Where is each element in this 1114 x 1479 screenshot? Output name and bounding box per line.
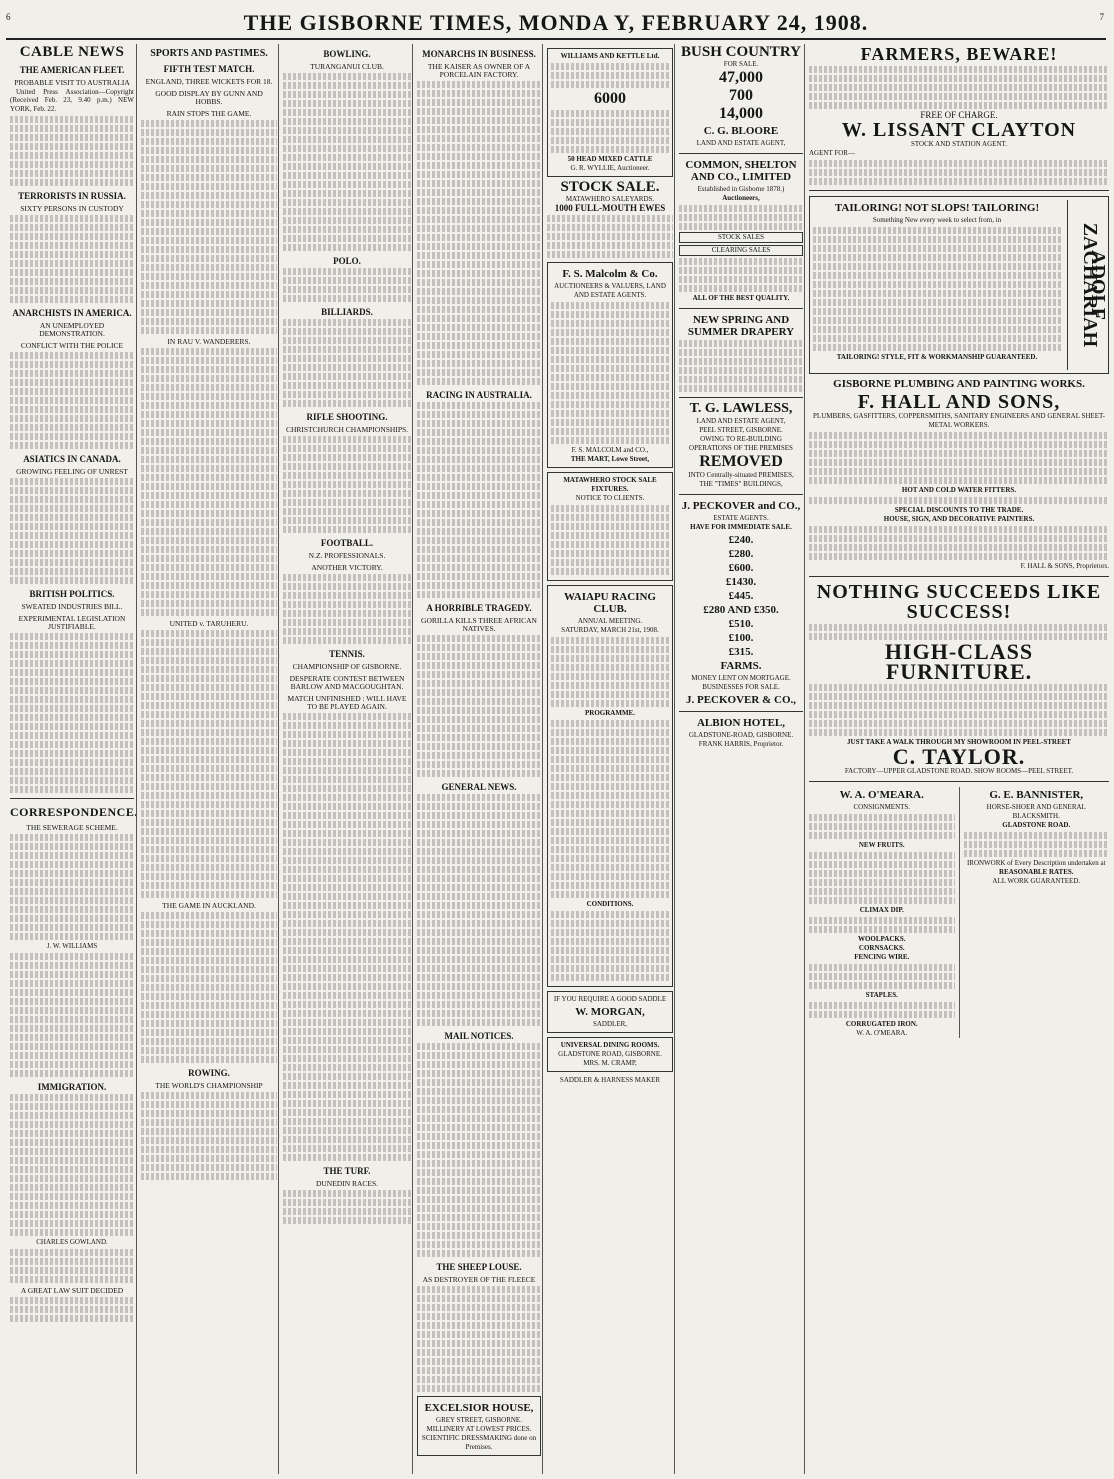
- divider: [10, 798, 134, 799]
- divider: [809, 781, 1109, 782]
- section-subtitle: THE GAME IN AUCKLAND.: [162, 901, 256, 910]
- ad-signature: F. S. MALCOLM and CO.,: [571, 446, 649, 454]
- section-heading: CORRESPONDENCE.: [10, 805, 138, 820]
- ad-figure: REMOVED: [699, 453, 783, 470]
- ad-subtitle: NOTICE TO CLIENTS.: [575, 494, 645, 502]
- ad-title: NOTHING SUCCEEDS LIKE SUCCESS!: [816, 581, 1102, 623]
- ad-title: FARMERS, BEWARE!: [860, 44, 1058, 64]
- ad-body: [809, 624, 1109, 640]
- ad-line: Auctioneers,: [722, 194, 760, 202]
- article-body: [283, 73, 411, 251]
- ad-subtitle: CONSIGNMENTS.: [853, 803, 911, 811]
- section-subtitle: MATCH UNFINISHED : WILL HAVE TO BE PLAYED AGAIN.: [287, 694, 407, 711]
- page-number-left: 6: [6, 12, 11, 22]
- ad-body: [551, 302, 669, 444]
- article-body: [10, 1297, 134, 1322]
- ad-price: £240.: [728, 534, 754, 546]
- divider: [679, 308, 803, 309]
- malcolm-ad: [547, 262, 673, 468]
- section-subtitle: THE WORLD'S CHAMPIONSHIP: [155, 1081, 263, 1090]
- ad-date: SATURDAY, MARCH 21st, 1908.: [561, 626, 659, 634]
- ad-title: WAIAPU RACING CLUB.: [564, 591, 656, 615]
- ad-body: [551, 637, 669, 707]
- ad-line: ALL WORK GUARANTEED.: [992, 877, 1081, 885]
- ad-subtitle: HAVE FOR IMMEDIATE SALE.: [690, 523, 792, 531]
- column-land-ads: [674, 44, 807, 1474]
- ad-section: CONDITIONS.: [586, 900, 634, 908]
- dining-rooms-ad: [547, 1037, 673, 1072]
- section-title: IMMIGRATION.: [37, 1082, 107, 1093]
- ad-side-banner: [1067, 200, 1109, 370]
- ad-subtitle: GLADSTONE ROAD.: [1002, 821, 1071, 829]
- omeara-ad: [809, 787, 955, 1038]
- ad-line: NEW FRUITS.: [858, 841, 905, 849]
- ad-line: THE "TIMES" BUILDINGS,: [699, 480, 783, 488]
- ad-title: F. S. Malcolm & Co.: [562, 268, 658, 280]
- ad-line: SADDLER & HARNESS MAKER: [559, 1076, 661, 1084]
- ad-footer: TAILORING! STYLE, FIT & WORKMANSHIP GUARANTEED.: [836, 353, 1038, 361]
- ad-body: [551, 63, 669, 88]
- ad-subtitle: Established in Gisborne 1878.): [697, 185, 785, 193]
- ad-name: G. E. BANNISTER,: [989, 789, 1084, 801]
- article-body: [417, 402, 541, 598]
- ad-body: [551, 505, 669, 575]
- column-stock-ads: [542, 44, 677, 1474]
- ad-line: FREE OF CHARGE.: [920, 110, 998, 120]
- article-body: [10, 478, 134, 584]
- ad-line: 50 HEAD MIXED CATTLE: [567, 155, 653, 163]
- newspaper-title: THE GISBORNE TIMES, MONDA Y, FEBRUARY 24, 1908.: [243, 10, 869, 35]
- ad-line: CORNSACKS.: [858, 944, 905, 952]
- ad-price: £100.: [728, 632, 754, 644]
- ad-body: [551, 720, 669, 898]
- ad-line: SCIENTIFIC DRESSMAKING done on Premises.: [421, 1434, 537, 1451]
- ad-line: IRONWORK of Every Description undertaken at: [966, 859, 1106, 867]
- ad-price: £280.: [728, 548, 754, 560]
- article-body: [417, 1043, 541, 1257]
- ad-subtitle: PLUMBERS, GASFITTERS, COPPERSMITHS, SANITARY ENGINEERS AND GENERAL SHEET-METAL WORKERS.: [813, 412, 1105, 429]
- section-title: THE AMERICAN FLEET.: [19, 65, 125, 75]
- ad-line: AUCTIONEERS & VALUERS, LAND AND ESTATE AGENTS.: [554, 282, 666, 299]
- column-heading: SPORTS AND PASTIMES.: [150, 48, 268, 59]
- section-subtitle: IN RAU V. WANDERERS.: [167, 337, 251, 346]
- ad-line: INTO Centrally-situated PREMISES,: [688, 471, 794, 479]
- ad-subtitle: LAND AND ESTATE AGENT,: [696, 417, 786, 425]
- page-number-right: 7: [1099, 12, 1104, 22]
- section-title: THE TURF.: [323, 1166, 371, 1176]
- column-heading: CABLE NEWS: [19, 44, 125, 60]
- ad-body: [809, 684, 1109, 736]
- ad-body: [679, 258, 803, 292]
- section-title: RACING IN AUSTRALIA.: [426, 390, 532, 400]
- section-title: TERRORISTS IN RUSSIA.: [18, 191, 126, 202]
- section-title: ASIATICS IN CANADA.: [23, 454, 121, 465]
- ad-section: PROGRAMME.: [585, 709, 635, 717]
- section-subtitle: CHAMPIONSHIP OF GISBORNE.: [292, 662, 402, 671]
- ad-body: [809, 852, 955, 904]
- ad-name: C. TAYLOR.: [892, 744, 1026, 769]
- ad-body: [809, 526, 1109, 560]
- ad-line: STAPLES.: [865, 991, 898, 999]
- ad-title: BUSH COUNTRY: [681, 44, 801, 60]
- section-title: A HORRIBLE TRAGEDY.: [426, 603, 532, 613]
- section-subtitle: CHRISTCHURCH CHAMPIONSHIPS.: [285, 425, 409, 434]
- ad-line: 1000 FULL-MOUTH EWES: [554, 203, 666, 213]
- section-title: ROWING.: [188, 1068, 230, 1078]
- section-title: GENERAL NEWS.: [441, 782, 517, 792]
- ad-price: £600.: [728, 562, 754, 574]
- article-body: [10, 953, 134, 1077]
- ad-section: FARMS.: [720, 660, 762, 672]
- section-subtitle: RAIN STOPS THE GAME.: [166, 109, 252, 118]
- article-body: [417, 81, 541, 385]
- article-text: United Press Association—Copyright (Received Feb. 23, 9.40 p.m.) NEW YORK, Feb. 22.: [10, 88, 134, 113]
- ad-body: [551, 110, 669, 153]
- article-body: [141, 1092, 277, 1180]
- divider: [679, 397, 803, 398]
- ad-line: HOUSE, SIGN, AND DECORATIVE PAINTERS.: [883, 515, 1035, 523]
- section-title: BILLIARDS.: [321, 307, 373, 317]
- ad-line: ALL OF THE BEST QUALITY.: [692, 294, 790, 302]
- ad-body: [809, 160, 1109, 185]
- section-title: MAIL NOTICES.: [444, 1031, 514, 1041]
- ad-name: W. A. O'MEARA.: [839, 789, 924, 801]
- section-subtitle: SIXTY PERSONS IN CUSTODY: [20, 204, 124, 214]
- section-title: ANARCHISTS IN AMERICA.: [12, 308, 132, 319]
- section-subtitle: DUNEDIN RACES.: [315, 1179, 379, 1188]
- ad-signature: G. R. WYLLIE, Auctioneer.: [570, 164, 650, 172]
- ad-subtitle: GLADSTONE-ROAD, GISBORNE.: [688, 731, 794, 739]
- ad-signature: W. A. O'MEARA.: [856, 1029, 908, 1037]
- article-body: [283, 319, 411, 407]
- ad-line: MONEY LENT ON MORTGAGE.: [691, 674, 791, 682]
- section-subtitle: GROWING FEELING OF UNREST: [16, 467, 128, 477]
- ad-body: [551, 911, 669, 981]
- ad-subtitle: GREY STREET, GISBORNE.: [436, 1416, 522, 1424]
- article-body: [10, 116, 134, 186]
- ad-name: W. LISSANT CLAYTON: [841, 119, 1077, 141]
- ad-body: [809, 497, 1109, 504]
- section-subtitle: UNITED v. TARUHERU.: [169, 619, 249, 628]
- divider: [809, 190, 1109, 191]
- article-body: [283, 574, 411, 644]
- ad-subtitle: STOCK AND STATION AGENT.: [910, 140, 1008, 148]
- morgan-saddler-ad: [547, 991, 673, 1033]
- ad-title: J. PECKOVER & CO.,: [686, 694, 796, 706]
- ad-box-label: CLEARING SALES: [679, 245, 803, 256]
- ad-line: AGENT FOR—: [809, 149, 855, 157]
- ad-line: REASONABLE RATES.: [998, 868, 1074, 876]
- ad-line: IF YOU REQUIRE A GOOD SADDLE: [553, 995, 667, 1003]
- ad-title: TAILORING! NOT SLOPS! TAILORING!: [834, 202, 1040, 214]
- ad-title: T. G. LAWLESS,: [689, 401, 793, 416]
- ad-line: SPECIAL DISCOUNTS TO THE TRADE.: [894, 506, 1024, 514]
- ad-body: [679, 340, 803, 392]
- ad-line: FENCING WIRE.: [854, 953, 910, 961]
- ad-line: CORRUGATED IRON.: [845, 1020, 918, 1028]
- article-body: [417, 794, 541, 1026]
- column-sports-continued: [278, 44, 415, 1474]
- section-title: BRITISH POLITICS.: [29, 589, 115, 600]
- ad-body: [813, 227, 1061, 351]
- column-general: [412, 44, 545, 1474]
- ad-signature: MRS. M. CRAMP,: [583, 1059, 637, 1067]
- ad-body: [809, 814, 955, 839]
- section-subtitle: THE SEWERAGE SCHEME.: [26, 823, 118, 833]
- ad-title: EXCELSIOR HOUSE,: [424, 1402, 534, 1414]
- ad-subtitle: FACTORY—UPPER GLADSTONE ROAD. SHOW ROOMS—PEEL STREET.: [844, 767, 1074, 775]
- ad-line: MATAWHERO SALEYARDS.: [565, 195, 655, 203]
- section-subtitle: EXPERIMENTAL LEGISLATION JUSTIFIABLE.: [18, 614, 126, 632]
- divider: [679, 494, 803, 495]
- ad-title: COMMON, SHELTON AND CO., LIMITED: [685, 159, 797, 183]
- ad-body: [809, 964, 955, 989]
- section-subtitle: THE KAISER AS OWNER OF A PORCELAIN FACTORY.: [427, 62, 531, 79]
- section-title: BOWLING.: [323, 49, 371, 59]
- ad-body: [809, 917, 955, 933]
- section-subtitle: A GREAT LAW SUIT DECIDED: [20, 1286, 124, 1296]
- article-body: [417, 635, 541, 777]
- section-subtitle: TURANGANUI CLUB.: [310, 62, 384, 71]
- divider: [679, 711, 803, 712]
- article-body: [10, 633, 134, 793]
- article-body: [283, 268, 411, 302]
- ad-name: C. G. BLOORE: [703, 125, 779, 137]
- ad-subtitle: ESTATE AGENTS.: [713, 514, 769, 522]
- ad-price: £1430.: [725, 576, 757, 588]
- section-subtitle: AN UNEMPLOYED DEMONSTRATION.: [39, 321, 105, 339]
- ad-signature: F. HALL & SONS, Proprietors.: [1020, 562, 1109, 570]
- ad-figure: 47,000: [719, 69, 763, 86]
- ad-subtitle: FOR SALE.: [723, 60, 759, 68]
- section-title: THE SHEEP LOUSE.: [436, 1262, 522, 1272]
- section-subtitle: GOOD DISPLAY BY GUNN AND HOBBS.: [155, 89, 263, 106]
- signature: J. W. WILLIAMS: [46, 942, 98, 951]
- ad-price: £315.: [728, 646, 754, 658]
- section-subtitle: ENGLAND, THREE WICKETS FOR 18.: [145, 77, 273, 86]
- tailoring-ad: [809, 196, 1109, 374]
- ad-title: ALBION HOTEL,: [696, 717, 786, 729]
- ad-title: STOCK SALE.: [560, 179, 660, 195]
- ad-title: UNIVERSAL DINING ROOMS.: [560, 1041, 660, 1049]
- ad-line: JUST TAKE A WALK THROUGH MY SHOWROOM IN PEEL-STREET: [847, 738, 1071, 746]
- ad-body: [679, 205, 803, 230]
- divider: [679, 153, 803, 154]
- bannister-ad: [959, 787, 1110, 1038]
- ad-figure: 700: [729, 87, 753, 104]
- section-title: MONARCHS IN BUSINESS.: [422, 49, 536, 59]
- ad-title: NEW SPRING AND SUMMER DRAPERY: [687, 314, 795, 338]
- ad-body: [809, 66, 1109, 109]
- section-subtitle: GORILLA KILLS THREE AFRICAN NATIVES.: [421, 616, 537, 633]
- williams-kettle-ad: [547, 48, 673, 177]
- ad-subtitle: GLADSTONE ROAD, GISBORNE.: [558, 1050, 662, 1058]
- ad-line: HOT AND COLD WATER FITTERS.: [901, 486, 1017, 494]
- ad-title: WILLIAMS AND KETTLE Ltd.: [560, 52, 660, 60]
- ad-line: BUSINESSES FOR SALE.: [702, 683, 780, 691]
- section-subtitle: PROBABLE VISIT TO AUSTRALIA: [14, 78, 130, 87]
- divider: [809, 576, 1109, 577]
- ad-subtitle: SADDLER,: [592, 1020, 628, 1028]
- article-body: [141, 630, 277, 898]
- article-body: [283, 713, 411, 1161]
- ad-headline: HIGH-CLASS FURNITURE.: [884, 639, 1034, 684]
- article-body: [417, 1286, 541, 1392]
- waiapu-racing-ad: [547, 585, 673, 987]
- ad-line: CLIMAX DIP.: [859, 906, 904, 914]
- column-cable-news: [6, 44, 138, 1474]
- ad-body: [809, 432, 1109, 484]
- ad-line: OWING TO RE-BUILDING OPERATIONS OF THE PREMISES: [689, 435, 793, 452]
- ad-subtitle: ANNUAL MEETING.: [577, 617, 643, 625]
- section-subtitle: CONFLICT WITH THE POLICE: [20, 341, 124, 351]
- ad-line: WOOLPACKS.: [857, 935, 906, 943]
- ad-figure: 6000: [594, 90, 626, 107]
- ad-price: £445.: [728, 590, 754, 602]
- column-business-ads: [804, 44, 1113, 1474]
- ad-subtitle: PEEL STREET, GISBORNE.: [699, 426, 783, 434]
- signature: CHARLES GOWLAND.: [36, 1238, 108, 1247]
- ad-price: £280 AND £350.: [703, 604, 779, 616]
- section-title: RIFLE SHOOTING.: [306, 412, 388, 422]
- article-body: [10, 834, 134, 940]
- ad-body: [964, 832, 1110, 857]
- column-sports: [136, 44, 281, 1474]
- ad-subtitle: HORSE-SHOER AND GENERAL BLACKSMITH.: [986, 803, 1086, 820]
- section-subtitle: DESPERATE CONTEST BETWEEN BARLOW AND MACGOUGHTAN.: [289, 674, 405, 691]
- article-body: [141, 912, 277, 1063]
- ad-name: F. HALL AND SONS,: [857, 391, 1061, 413]
- article-body: [283, 1190, 411, 1224]
- section-subtitle: ANOTHER VICTORY.: [311, 563, 383, 572]
- article-body: [10, 352, 134, 449]
- section-subtitle: N.Z. PROFESSIONALS.: [308, 551, 386, 560]
- ad-body: [809, 1002, 955, 1018]
- ad-subtitle: LAND AND ESTATE AGENT,: [696, 139, 786, 147]
- article-body: [283, 436, 411, 533]
- ad-title: GISBORNE PLUMBING AND PAINTING WORKS.: [833, 378, 1085, 390]
- matawhero-fixtures-ad: [547, 472, 673, 581]
- section-subtitle: AS DESTROYER OF THE FLEECE: [422, 1275, 536, 1284]
- ad-signature: FRANK HARRIS, Proprietor.: [698, 740, 784, 748]
- ad-price: £510.: [728, 618, 754, 630]
- ad-box-label: STOCK SALES: [679, 232, 803, 243]
- section-title: FOOTBALL.: [320, 538, 374, 548]
- ad-body: [547, 215, 673, 258]
- article-body: [10, 1249, 134, 1283]
- ad-figure: 14,000: [719, 105, 763, 122]
- ad-signature: THE MART, Lowe Street,: [570, 455, 650, 463]
- ad-title: MATAWHERO STOCK SALE FIXTURES.: [563, 476, 657, 493]
- ad-title: J. PECKOVER and CO.,: [681, 500, 801, 512]
- masthead: [6, 4, 1106, 40]
- ad-line: MILLINERY AT LOWEST PRICES.: [426, 1425, 532, 1433]
- article-body: [10, 1094, 134, 1236]
- section-title: POLO.: [333, 256, 361, 266]
- ad-title: W. MORGAN,: [575, 1006, 645, 1018]
- article-body: [141, 348, 277, 616]
- article-body: [10, 215, 134, 303]
- article-body: [141, 120, 277, 334]
- section-title: TENNIS.: [329, 649, 365, 659]
- ad-side-name: ADOLF ZACHARIAH: [1078, 222, 1109, 348]
- section-title: FIFTH TEST MATCH.: [163, 64, 255, 74]
- section-subtitle: SWEATED INDUSTRIES BILL.: [21, 602, 123, 612]
- ad-subtitle: Something New every week to select from, in: [872, 216, 1002, 224]
- bottom-ads: [809, 787, 1109, 1038]
- excelsior-ad: [417, 1396, 541, 1456]
